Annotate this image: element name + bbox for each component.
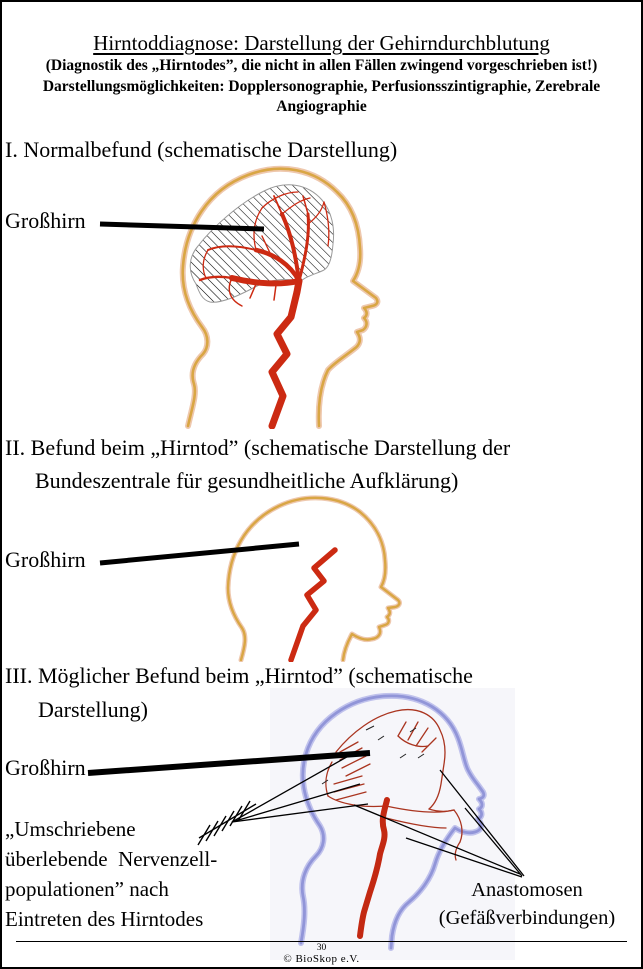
head-diagram-hirntod-no-flow: [195, 492, 435, 662]
copyright-notice: © BioSkop e.V.: [283, 953, 360, 965]
nerve-text-line4: Eintreten des Hirntodes: [5, 907, 204, 931]
nerve-population-text: [5, 814, 217, 934]
footer-divider: [16, 941, 627, 942]
nerve-text-line1: „Umschriebene: [5, 817, 136, 841]
section-1-heading: I. Normalbefund (schematische Darstellung): [5, 137, 398, 162]
section-3-heading-line2: Darstellung): [38, 697, 148, 722]
blocked-artery: [291, 550, 335, 660]
section-2-heading-line1: II. Befund beim „Hirntod” (schematische Darstellung der: [5, 435, 511, 460]
subtitle-methods-line1: Darstellungsmöglichkeiten: Dopplersonographie, Perfusionsszintigraphie, Zerebrale: [42, 78, 601, 95]
skull-outline: [228, 498, 399, 660]
anastomoses-label-line2: (Gefäßverbindungen): [438, 907, 616, 929]
subtitle-methods-line2: Angiographie: [276, 98, 367, 115]
grosshirn-label-2: Großhirn: [5, 547, 86, 572]
subtitle-diagnostik: (Diagnostik des „Hirntodes”, die nicht in allen Fällen zwingend vorgeschrieben ist!): [45, 57, 598, 74]
page-number: 30: [316, 943, 327, 953]
nerve-text-line2: überlebende Nervenzell-: [5, 847, 218, 871]
grosshirn-label-1: Großhirn: [5, 208, 86, 233]
nerve-text-line3: populationen” nach: [5, 877, 169, 901]
section-3-heading-line1: III. Möglicher Befund beim „Hirntod” (schematische: [5, 663, 473, 688]
head-diagram-normal-blood-flow: [152, 164, 434, 429]
anastomoses-label: [412, 876, 642, 932]
page-title: Hirntoddiagnose: Darstellung der Gehirndurchblutung: [93, 31, 550, 55]
grosshirn-label-3: Großhirn: [5, 755, 86, 780]
anastomoses-label-line1: Anastomosen: [471, 879, 583, 901]
section-2-heading-line2: Bundeszentrale für gesundheitliche Aufklärung): [35, 468, 459, 493]
